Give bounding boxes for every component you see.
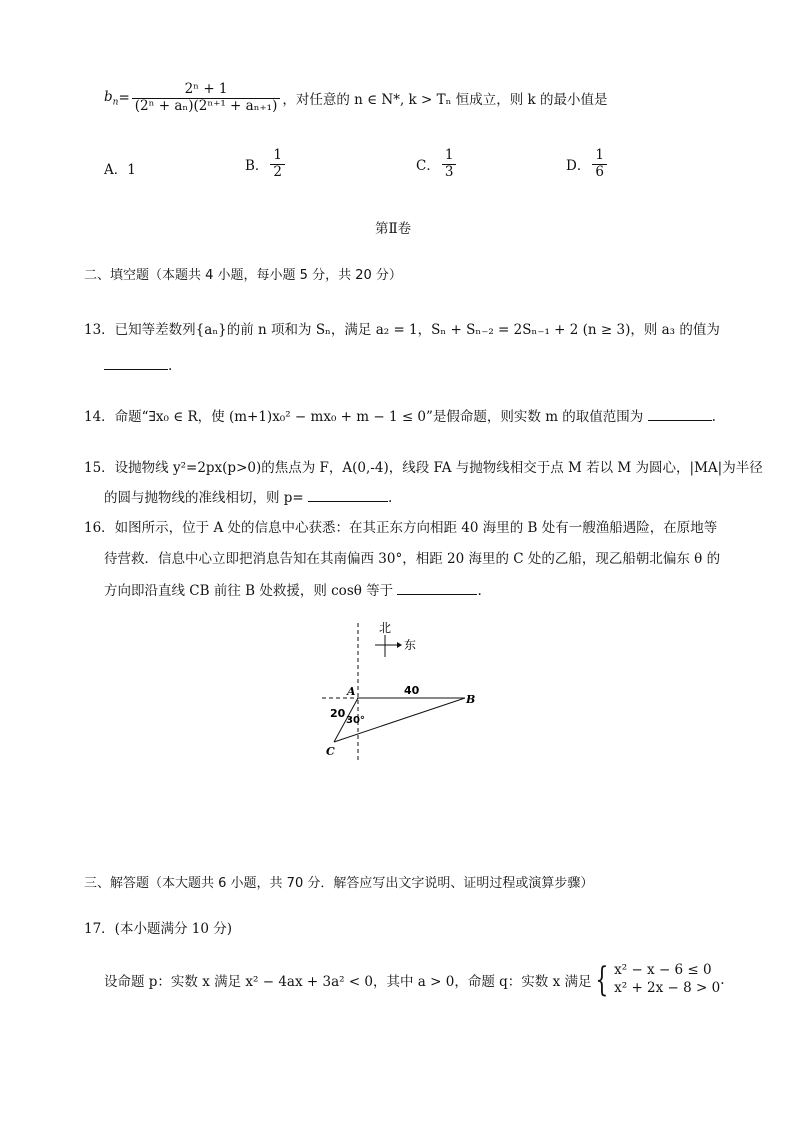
q12-denominator: (2ⁿ + aₙ)(2ⁿ⁺¹ + aₙ₊₁) bbox=[132, 98, 281, 115]
q15-line2: 的圆与抛物线的准线相切，则 p= . bbox=[104, 486, 392, 506]
q17-system-line1: x² − x − 6 ≤ 0 bbox=[614, 962, 712, 978]
left-brace-icon: { bbox=[595, 959, 609, 1000]
distance-ab-label: 40 bbox=[404, 684, 420, 697]
q14-blank[interactable] bbox=[648, 406, 712, 421]
section2-header: 二、填空题（本题共 4 小题，每小题 5 分，共 20 分） bbox=[84, 268, 402, 283]
q17-text: 设命题 p：实数 x 满足 x² − 4ax + 3a² < 0，其中 a > 0，命题 q：实数 x 满足 bbox=[104, 973, 592, 990]
q16-line1: 16．如图所示，位于 A 处的信息中心获悉：在其正东方向相距 40 海里的 B 处有一艘渔船遇险，在原地等 bbox=[84, 520, 718, 536]
q12-option-c[interactable]: C． $\frac{1}{3}$ bbox=[416, 148, 458, 180]
q16-blank[interactable] bbox=[397, 580, 477, 595]
q12-option-b[interactable]: B． $\frac{1}{2}$ bbox=[245, 148, 287, 180]
q13-text: 13．已知等差数列{aₙ}的前 n 项和为 Sₙ，满足 a₂ = 1，Sₙ + Sₙ₋₂ = 2Sₙ₋₁ + 2 (n ≥ 3)，则 a₃ 的值为 bbox=[84, 322, 720, 338]
q12-option-d[interactable]: D． $\frac{1}{6}$ bbox=[566, 148, 609, 180]
q15-blank[interactable] bbox=[308, 487, 388, 502]
point-b-label: B bbox=[466, 693, 476, 706]
compass-east-arrow bbox=[397, 642, 402, 648]
q17-end: . bbox=[720, 971, 725, 988]
q15-line1: 15．设抛物线 y²=2px(p>0)的焦点为 F，A(0,-4)，线段 FA 与抛物线相交于点 M 若以 M 为圆心，|MA|为半径 bbox=[84, 460, 763, 476]
q13-blank[interactable] bbox=[104, 355, 168, 370]
q16-line3: 方向即沿直线 CB 前往 B 处救援，则 cosθ 等于 . bbox=[104, 579, 482, 599]
q14-text: 14．命题“∃x₀ ∈ R，使 (m+1)x₀² − mx₀ + m − 1 ≤ 0”是假命题，则实数 m 的取值范围为 . bbox=[84, 405, 716, 425]
q12-fraction bbox=[132, 82, 281, 114]
distance-ac-label: 20 bbox=[330, 707, 346, 720]
angle-label: 30° bbox=[346, 715, 365, 726]
q13-answer-line[interactable]: . bbox=[104, 355, 172, 374]
compass-north-label: 北 bbox=[379, 621, 392, 635]
q16-figure bbox=[300, 615, 500, 765]
point-c-label: C bbox=[326, 745, 335, 758]
q17-system bbox=[591, 959, 721, 1000]
q12-numerator: 2ⁿ + 1 bbox=[184, 81, 228, 97]
q17-title: 17．(本小题满分 10 分) bbox=[84, 921, 232, 937]
q12-equals: = bbox=[118, 90, 130, 107]
q12-rest: ，对任意的 n ∈ N*, k > Tₙ 恒成立，则 k 的最小值是 bbox=[282, 92, 608, 109]
q17-system-line2: x² + 2x − 8 > 0 bbox=[614, 979, 721, 996]
section3-header: 三、解答题（本大题共 6 小题，共 70 分．解答应写出文字说明、证明过程或演算步骤） bbox=[84, 876, 594, 891]
compass-east-label: 东 bbox=[404, 638, 417, 652]
q12-formula-line bbox=[104, 82, 608, 114]
point-a-label: A bbox=[347, 685, 356, 698]
q16-line2: 待营救．信息中心立即把消息告知在其南偏西 30°，相距 20 海里的 C 处的乙船，现乙船朝北偏东 θ 的 bbox=[104, 551, 721, 567]
q17-text-line bbox=[104, 959, 725, 1000]
q12-option-a[interactable]: A．1 bbox=[104, 162, 136, 178]
part2-title: 第Ⅱ卷 bbox=[375, 221, 412, 237]
q12-bn: $b_n$ bbox=[104, 88, 119, 108]
